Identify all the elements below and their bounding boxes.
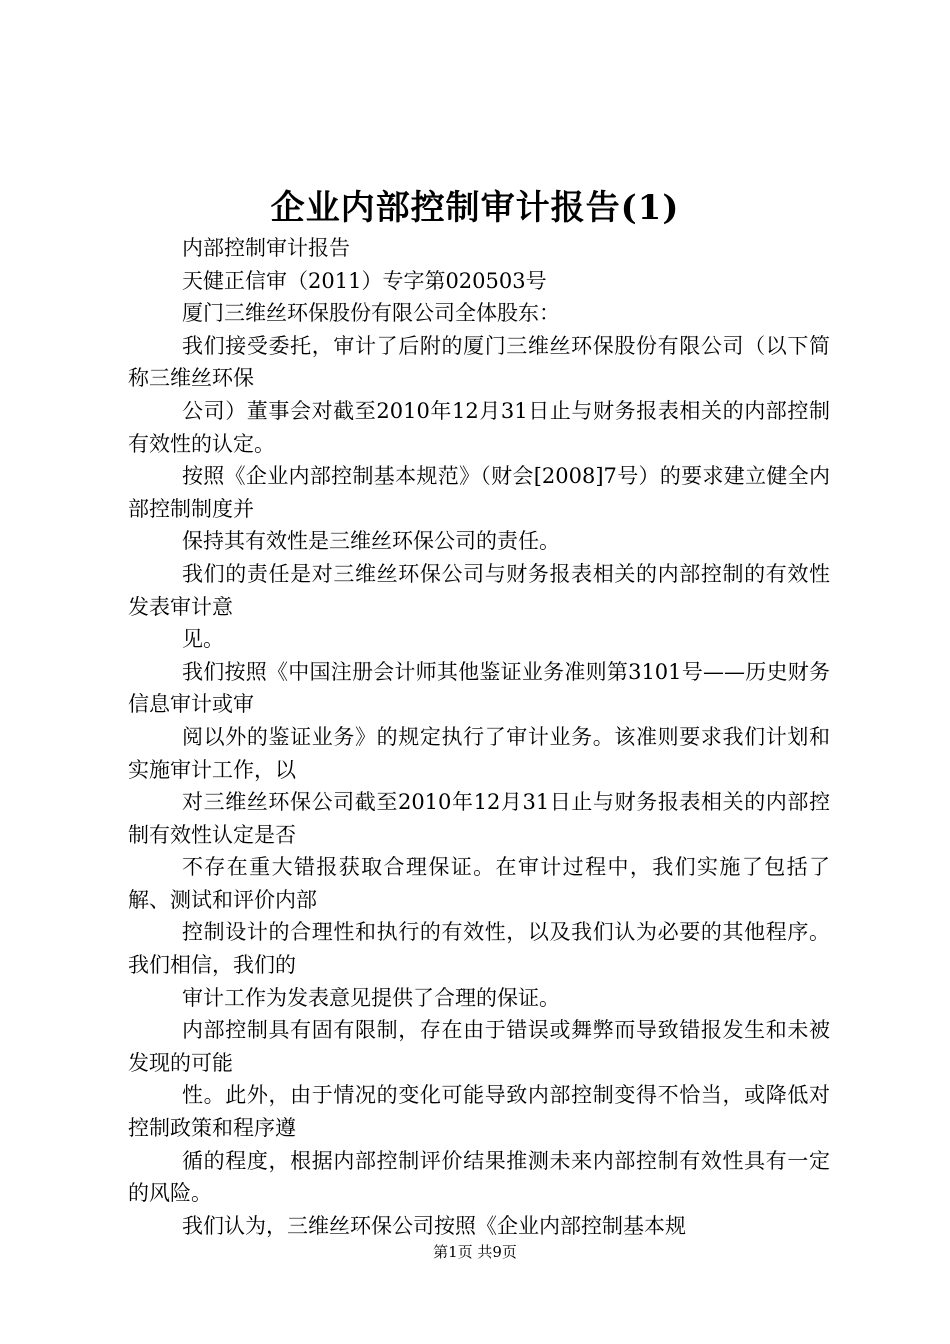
paragraph-1: 内部控制审计报告 — [182, 236, 350, 260]
paragraph-3: 厦门三维丝环保股份有限公司全体股东： — [182, 301, 560, 326]
paragraph-12: 对三维丝环保公司截至2010年12月31日止与财务报表相关的内部控制有效性认定是否 — [128, 790, 830, 847]
document-body — [128, 232, 830, 1242]
document-title: 企业内部控制审计报告(1) — [270, 188, 680, 228]
paragraph-13: 不存在重大错报获取合理保证。在审计过程中，我们实施了包括了解、测试和评价内部 — [128, 855, 830, 912]
paragraph-15: 审计工作为发表意见提供了合理的保证。 — [182, 985, 560, 1010]
paragraph-5: 公司）董事会对截至2010年12月31日止与财务报表相关的内部控制有效性的认定。 — [128, 398, 830, 456]
paragraph-19: 我们认为，三维丝环保公司按照《企业内部控制基本规 — [182, 1213, 686, 1238]
paragraph-17: 性。此外，由于情况的变化可能导致内部控制变得不恰当，或降低对控制政策和程序遵 — [128, 1083, 830, 1141]
paragraph-11: 阅以外的鉴证业务》的规定执行了审计业务。该准则要求我们计划和实施审计工作，以 — [128, 724, 830, 782]
paragraph-9: 见。 — [182, 627, 224, 652]
paragraph-2: 天健正信审（2011）专字第020503号 — [182, 268, 547, 293]
paragraph-16: 内部控制具有固有限制，存在由于错误或舞弊而导致错报发生和未被发现的可能 — [128, 1018, 830, 1075]
paragraph-6: 按照《企业内部控制基本规范》（财会[2008]7号）的要求建立健全内部控制制度并 — [128, 464, 830, 521]
paragraph-8: 我们的责任是对三维丝环保公司与财务报表相关的内部控制的有效性发表审计意 — [128, 561, 830, 619]
paragraph-7: 保持其有效性是三维丝环保公司的责任。 — [182, 529, 560, 554]
page-number-footer: 第1页 共9页 — [433, 1243, 517, 1261]
paragraph-4: 我们接受委托，审计了后附的厦门三维丝环保股份有限公司（以下简称三维丝环保 — [128, 333, 830, 391]
paragraph-18: 循的程度，根据内部控制评价结果推测未来内部控制有效性具有一定的风险。 — [128, 1148, 830, 1206]
paragraph-14: 控制设计的合理性和执行的有效性，以及我们认为必要的其他程序。我们相信，我们的 — [128, 920, 830, 978]
paragraph-10: 我们按照《中国注册会计师其他鉴证业务准则第3101号——历史财务信息审计或审 — [128, 659, 830, 717]
